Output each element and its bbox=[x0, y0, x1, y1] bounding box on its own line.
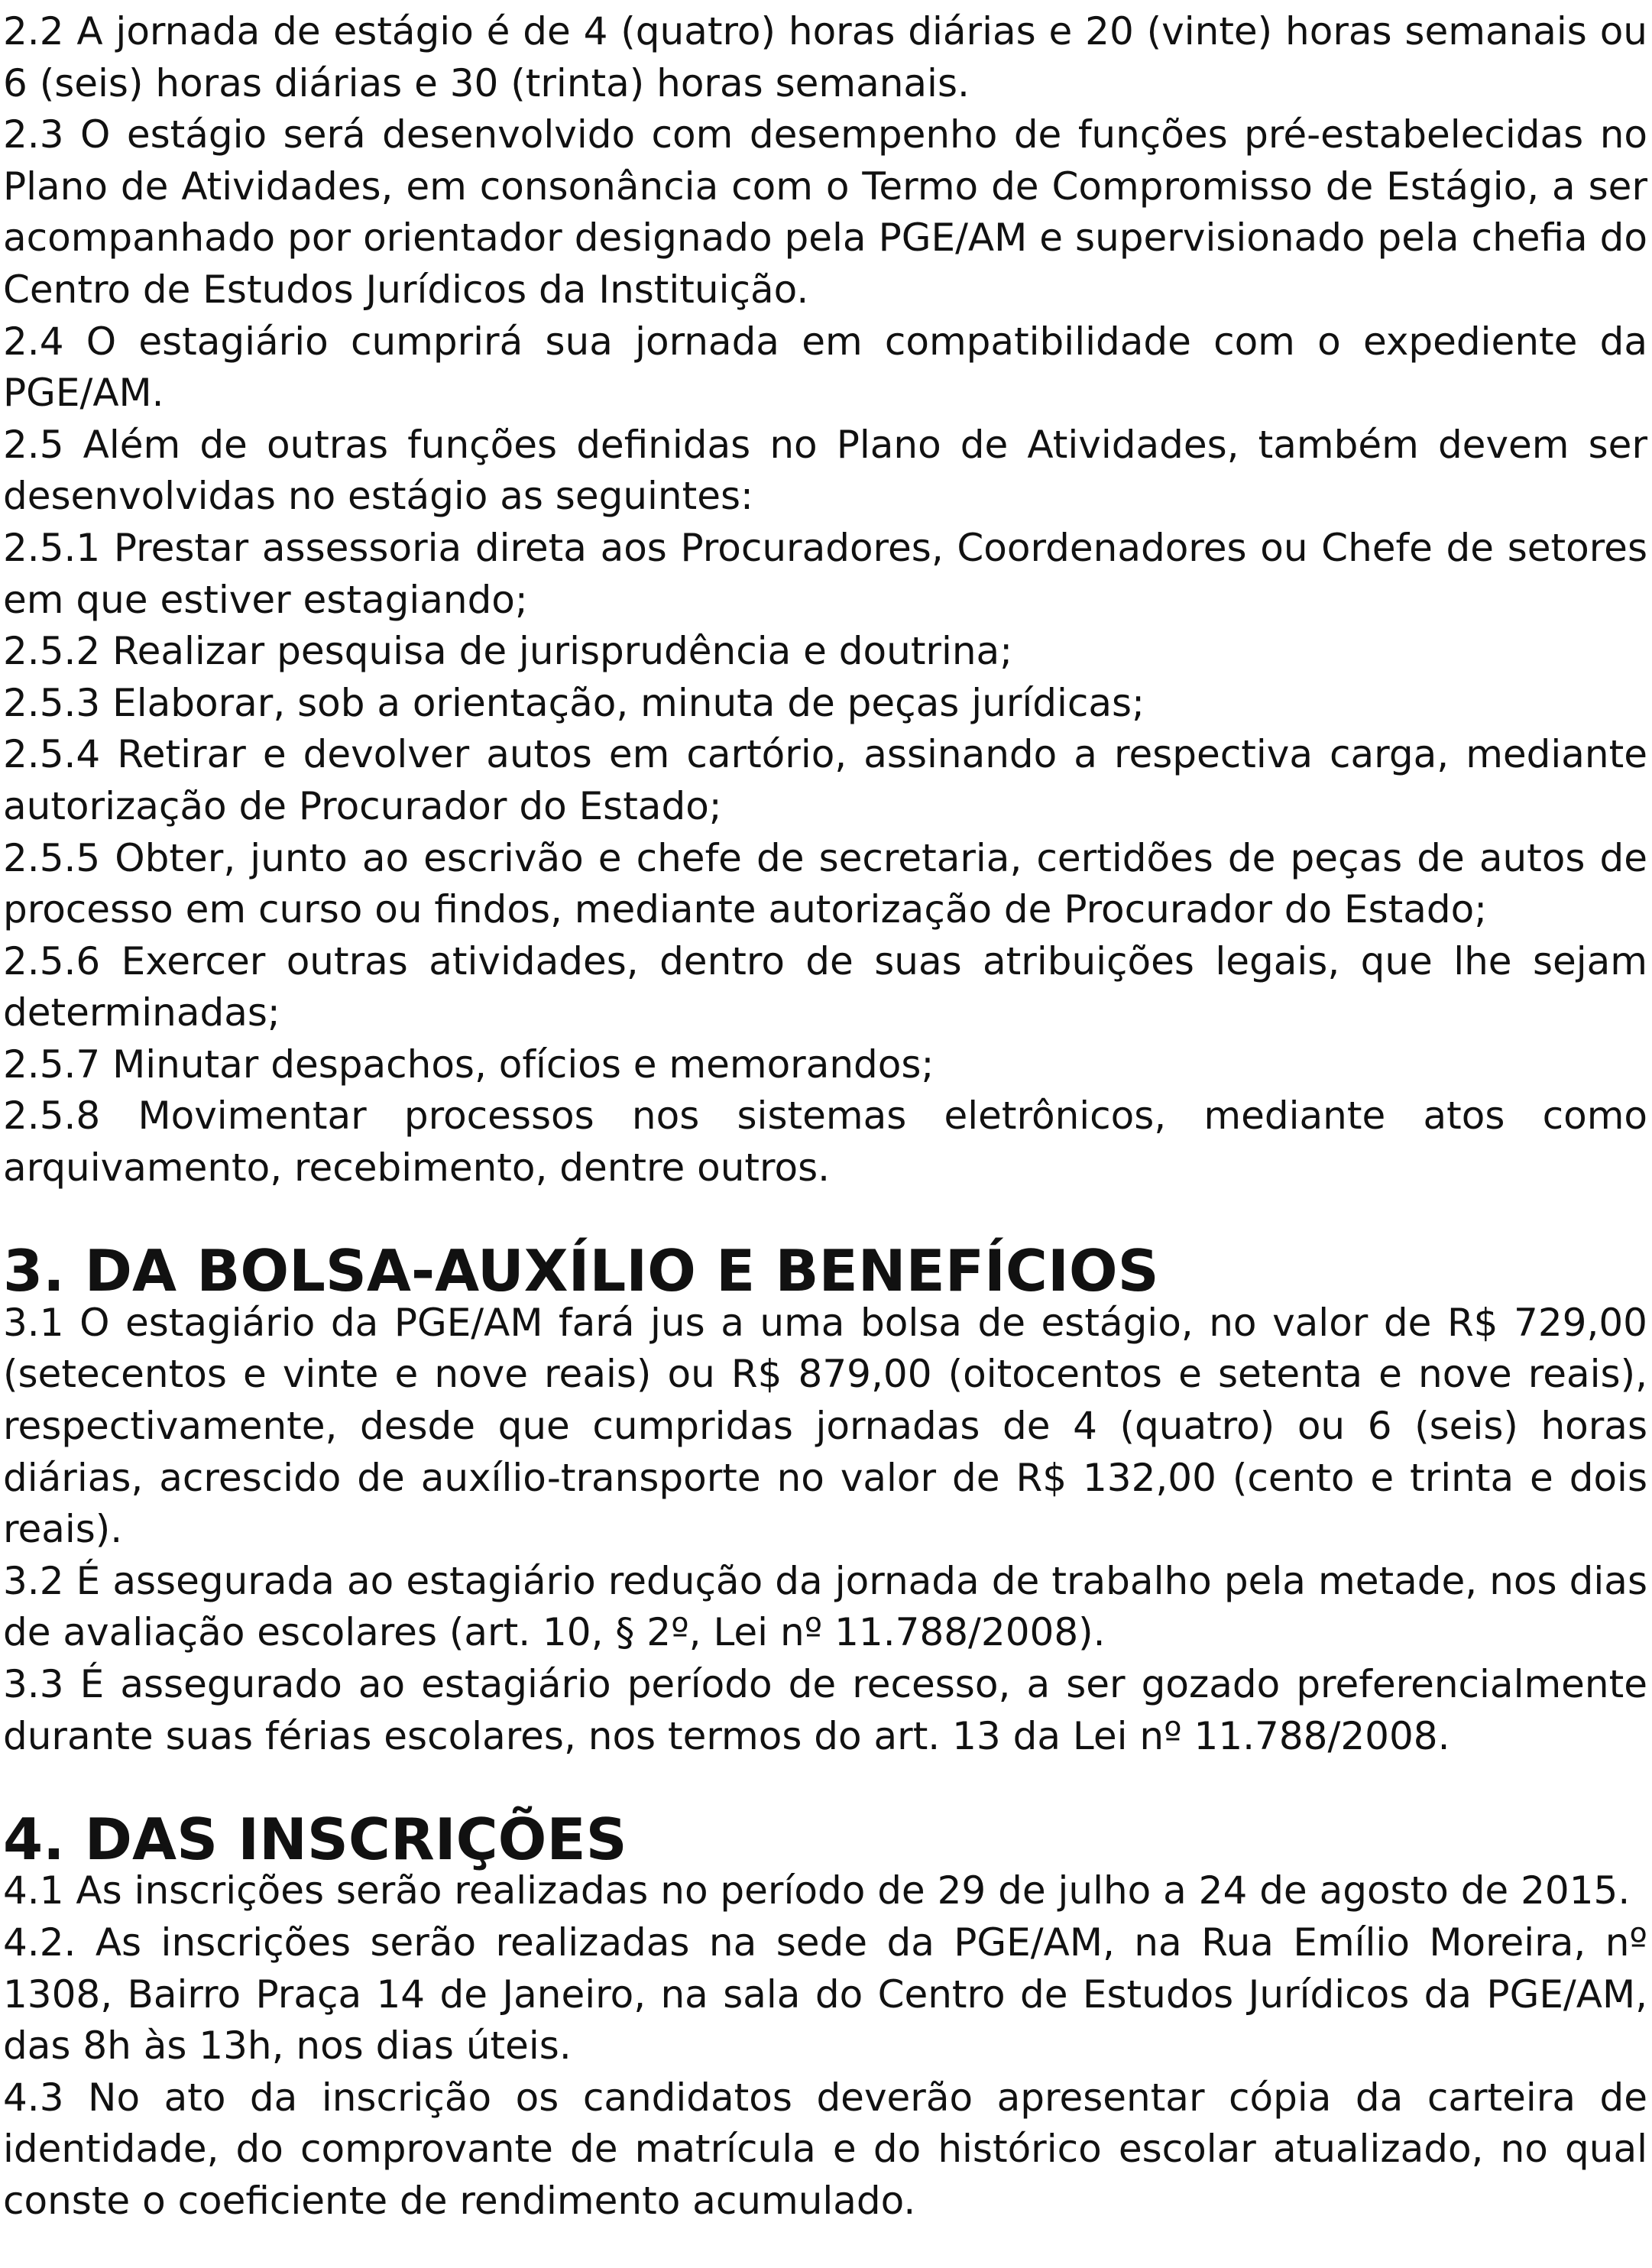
clause-2-5-8: 2.5.8 Movimentar processos nos sistemas eletrônicos, mediante atos como arquivamento, recebimento, dentre outros. bbox=[3, 1094, 1647, 1191]
clause-3-1: 3.1 O estagiário da PGE/AM fará jus a uma bolsa de estágio, no valor de R$ 729,00 (setecentos e vinte e nove reais) ou R$ 879,00 (oitocentos e setenta e nove reais), respectivamente, desde que cumpridas jornadas de 4 (quatro) ou 6 (seis) horas diárias, acrescido de auxílio-transporte no valor de R$ 132,00 (cento e trinta e dois reais). bbox=[3, 1300, 1647, 1552]
clause-2-5-1: 2.5.1 Prestar assessoria direta aos Procuradores, Coordenadores ou Chefe de setores em que estiver estagiando; bbox=[3, 525, 1647, 622]
section-4-heading: 4. DAS INSCRIÇÕES bbox=[3, 1805, 627, 1873]
clause-2-5-2: 2.5.2 Realizar pesquisa de jurisprudência e doutrina; bbox=[3, 629, 1013, 674]
section-3-heading: 3. DA BOLSA-AUXÍLIO E BENEFÍCIOS bbox=[3, 1237, 1159, 1305]
clause-2-5-6: 2.5.6 Exercer outras atividades, dentro de suas atribuições legais, que lhe sejam determinadas; bbox=[3, 938, 1647, 1035]
clause-2-5-3: 2.5.3 Elaborar, sob a orientação, minuta de peças jurídicas; bbox=[3, 680, 1145, 725]
section-2-duties bbox=[3, 6, 1647, 1194]
clause-3-3: 3.3 É assegurado ao estagiário período de recesso, a ser gozado preferencialmente durante suas férias escolares, nos termos do art. 13 da Lei nº 11.788/2008. bbox=[3, 1662, 1647, 1758]
clause-4-3: 4.3 No ato da inscrição os candidatos deverão apresentar cópia da carteira de identidade, do comprovante de matrícula e do histórico escolar atualizado, no qual conste o coeficiente de rendimento acumulado. bbox=[3, 2075, 1647, 2223]
clause-2-3: 2.3 O estágio será desenvolvido com desempenho de funções pré-estabelecidas no Plano de Atividades, em consonância com o Termo de Compromisso de Estágio, a ser acompanhado por orientador designado pela PGE/AM e supervisionado pela chefia do Centro de Estudos Jurídicos da Instituição. bbox=[3, 112, 1647, 312]
section-4-registration bbox=[3, 1805, 1647, 2228]
clause-2-4: 2.4 O estagiário cumprirá sua jornada em compatibilidade com o expediente da PGE/AM. bbox=[3, 319, 1647, 416]
section-3-benefits bbox=[3, 1237, 1647, 1762]
clause-4-1: 4.1 As inscrições serão realizadas no período de 29 de julho a 24 de agosto de 2015. bbox=[3, 1868, 1631, 1913]
clause-2-5: 2.5 Além de outras funções definidas no Plano de Atividades, também devem ser desenvolvidas no estágio as seguintes: bbox=[3, 422, 1647, 519]
clause-2-5-5: 2.5.5 Obter, junto ao escrivão e chefe de secretaria, certidões de peças de autos de processo em curso ou findos, mediante autorização de Procurador do Estado; bbox=[3, 835, 1647, 932]
clause-2-5-7: 2.5.7 Minutar despachos, ofícios e memorandos; bbox=[3, 1042, 935, 1087]
clause-2-5-4: 2.5.4 Retirar e devolver autos em cartório, assinando a respectiva carga, mediante autorização de Procurador do Estado; bbox=[3, 732, 1647, 828]
clause-3-2: 3.2 É assegurada ao estagiário redução da jornada de trabalho pela metade, nos dias de avaliação escolares (art. 10, § 2º, Lei nº 11.788/2008). bbox=[3, 1558, 1647, 1655]
clause-2-2: 2.2 A jornada de estágio é de 4 (quatro) horas diárias e 20 (vinte) horas semanais ou 6 (seis) horas diárias e 30 (trinta) horas semanais. bbox=[3, 9, 1647, 105]
clause-4-2: 4.2. As inscrições serão realizadas na sede da PGE/AM, na Rua Emílio Moreira, nº 1308, Bairro Praça 14 de Janeiro, na sala do Centro de Estudos Jurídicos da PGE/AM, das 8h às 13h, nos dias úteis. bbox=[3, 1920, 1647, 2069]
